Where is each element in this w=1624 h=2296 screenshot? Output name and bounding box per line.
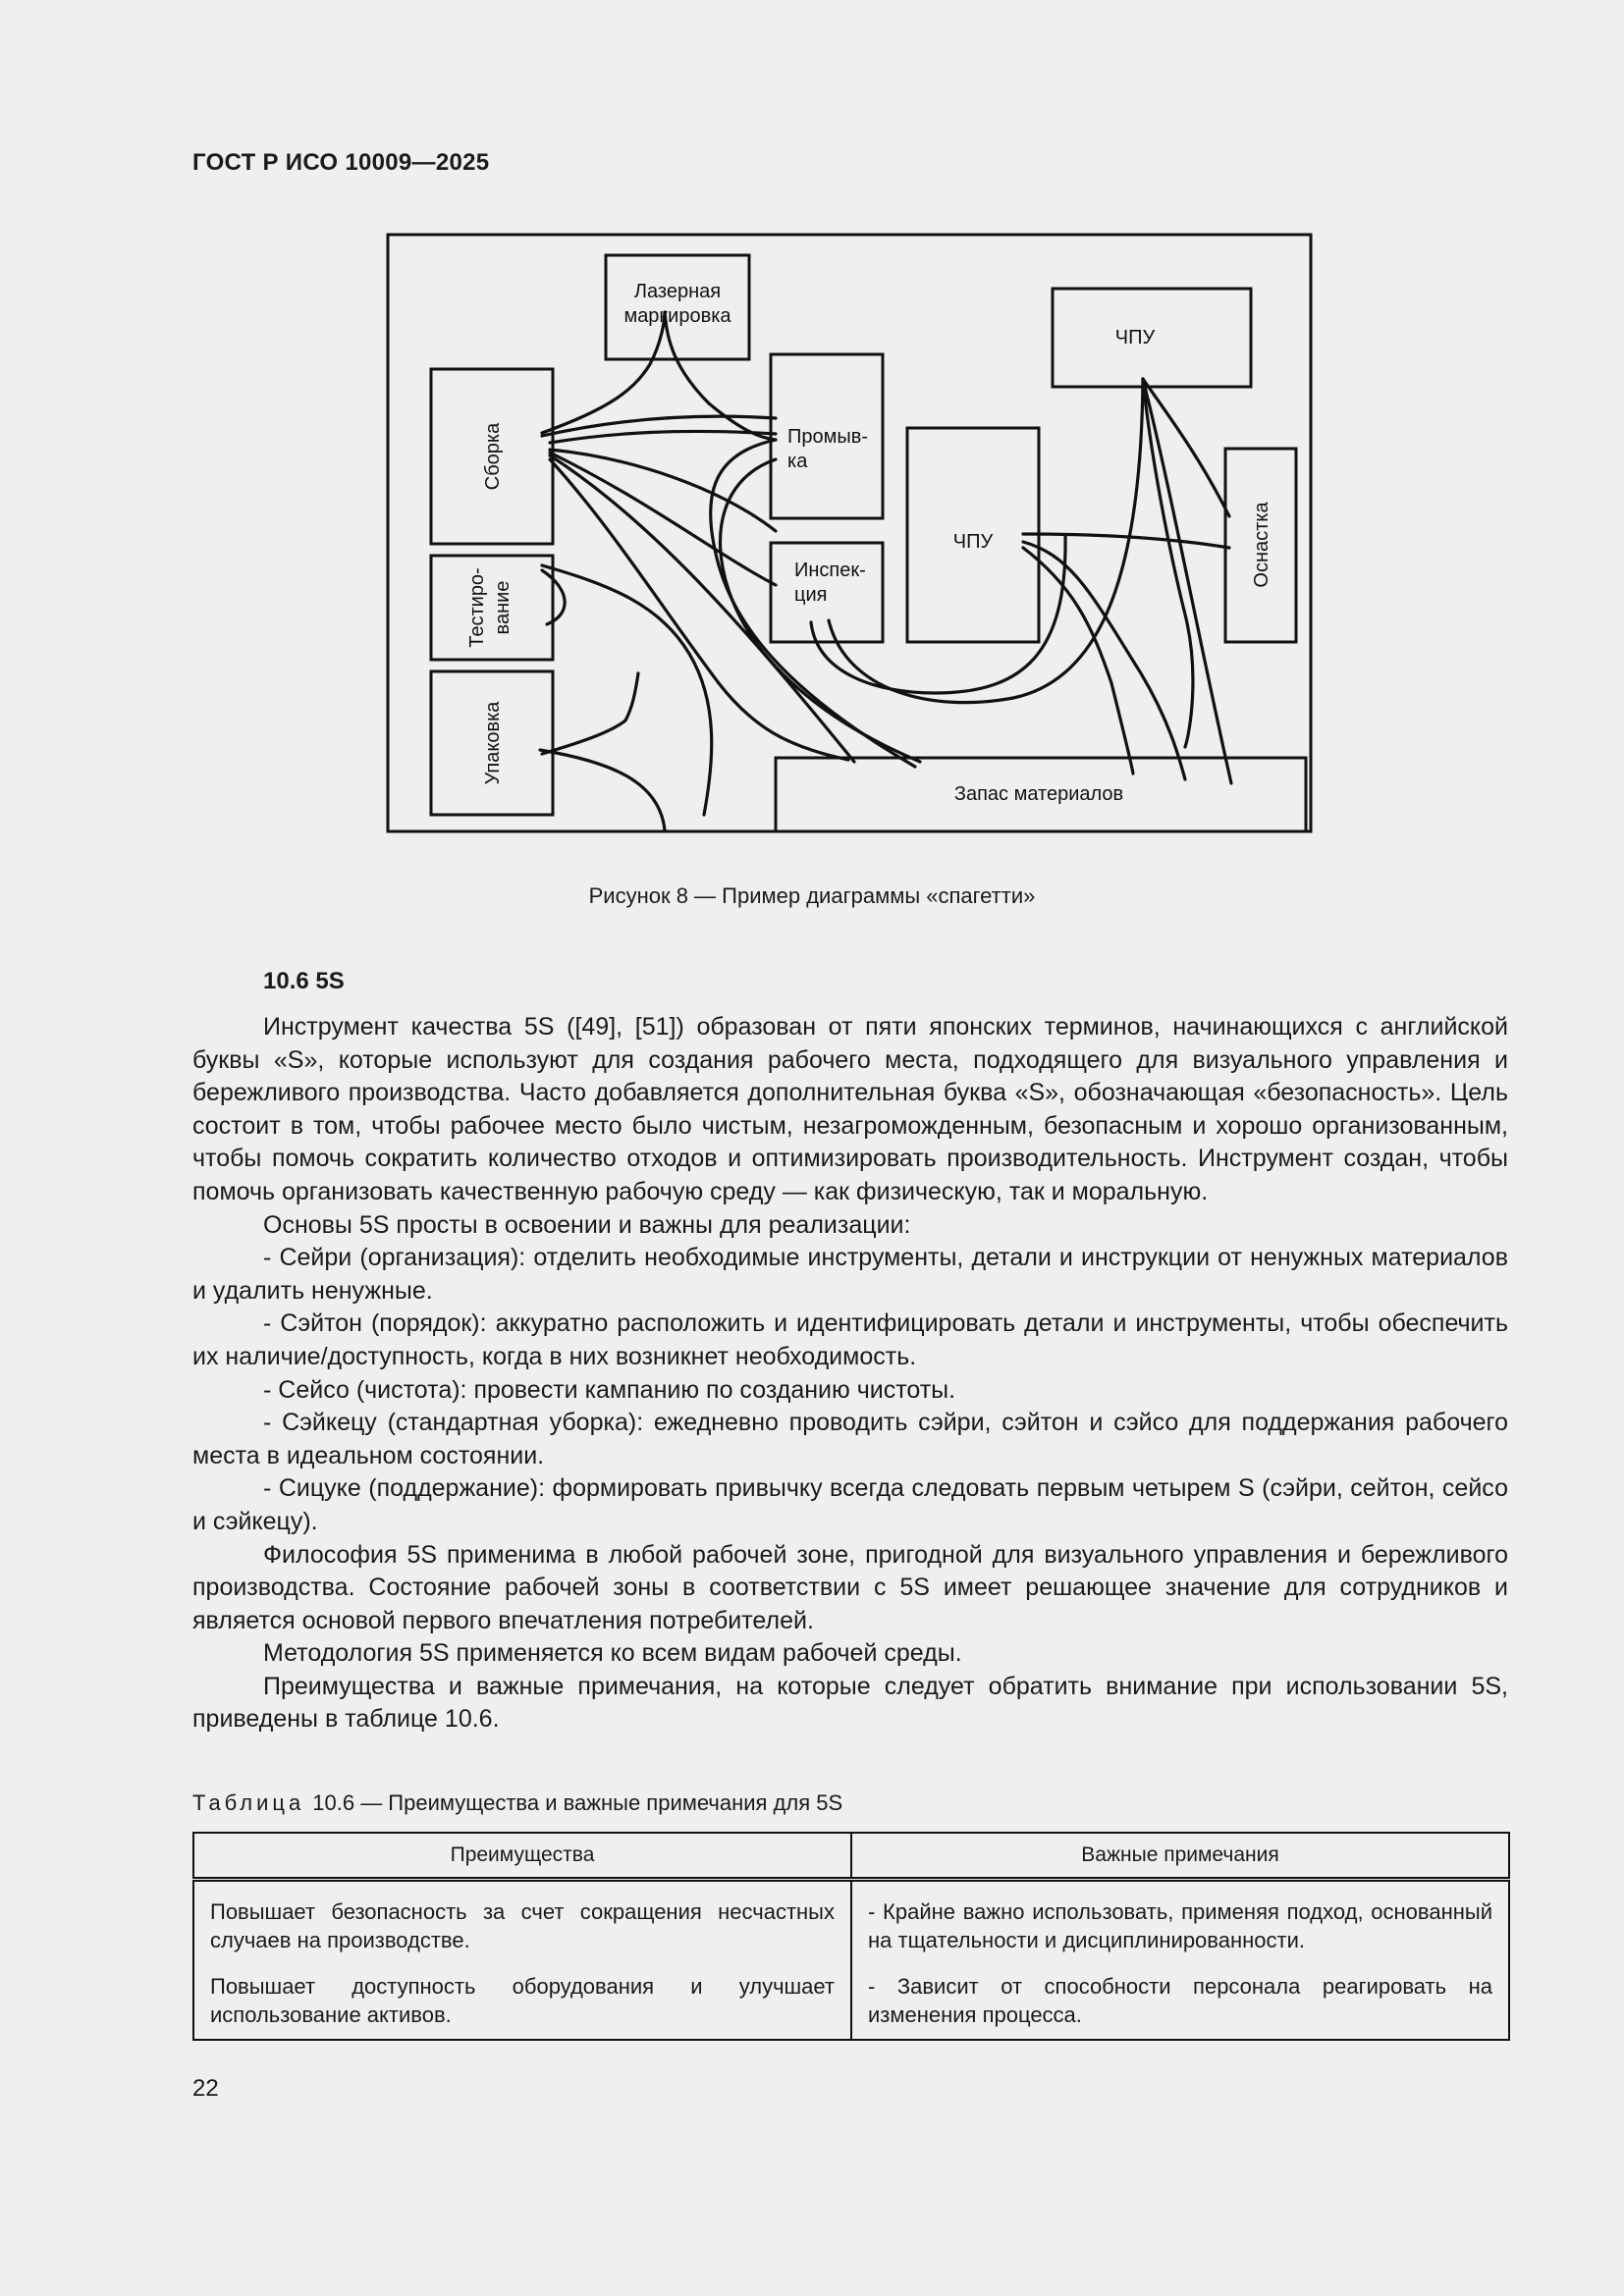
assembly-label: Сборка (482, 422, 504, 491)
movement-path (542, 673, 638, 754)
table-cell: Повышает безопасность за счет сокращения несчастных случаев на производстве. (193, 1880, 851, 1965)
page-number: 22 (192, 2075, 219, 2102)
paragraph: Философия 5S применима в любой рабочей зоне, пригодной для визуального управления и бережливого производства. Состояние рабочей зоны в соответствии с 5S имеет решающее значение для сотрудников и является основой первого впечатления потребителей. (192, 1540, 1508, 1634)
document-header: ГОСТ Р ИСО 10009—2025 (192, 149, 490, 176)
figure-caption: Рисунок 8 — Пример диаграммы «спагетти» (588, 883, 1036, 908)
table-title (192, 1790, 842, 1816)
paragraph: Основы 5S просты в освоении и важны для реализации: (263, 1210, 911, 1239)
washing-label-line1: Промыв- (787, 426, 869, 448)
inspection-label-line2: ция (794, 584, 828, 606)
movement-path (1143, 379, 1231, 783)
movement-path (1143, 379, 1229, 516)
movement-path (550, 431, 776, 443)
table-title-prefix: Таблица (192, 1790, 305, 1815)
list-item: - Сейри (организация): отделить необходимые инструменты, детали и инструкции от ненужных материалов и удалить ненужные. (192, 1244, 1508, 1305)
table-cell: - Зависит от способности персонала реагировать на изменения процесса. (851, 1964, 1509, 2040)
testing-label-line2: вание (492, 580, 514, 635)
column-header: Важные примечания (851, 1833, 1509, 1880)
washing-label-line2: ка (787, 451, 808, 472)
list-item: - Сэйтон (порядок): аккуратно расположить и идентифицировать детали и инструменты, чтобы обеспечить их наличие/доступность, когда в них возникнет необходимость. (192, 1309, 1508, 1370)
table-row (193, 1880, 1509, 1965)
paragraph: Преимущества и важные примечания, на которые следует обратить внимание при использовании 5S, приведены в таблице 10.6. (192, 1672, 1508, 1734)
table-row (193, 1964, 1509, 2040)
table-cell: - Крайне важно использовать, применяя подход, основанный на тщательности и дисциплинированности. (851, 1880, 1509, 1965)
list-item: - Сэйкецу (стандартная уборка): ежедневно проводить сэйри, сэйтон и сэйсо для поддержания рабочего места в идеальном состоянии. (192, 1409, 1508, 1469)
spaghetti-diagram-svg (385, 232, 1314, 834)
table-header-row (193, 1833, 1509, 1880)
table-cell: Повышает доступность оборудования и улучшает использование активов. (193, 1964, 851, 2040)
laser-label-line2: маркировка (623, 305, 731, 327)
materials-label: Запас материалов (953, 783, 1124, 805)
table-5s-notes (192, 1832, 1510, 2041)
movement-path (550, 450, 776, 531)
column-header: Преимущества (193, 1833, 851, 1880)
body-text (192, 1011, 1508, 1736)
cnc-mid-label: ЧПУ (952, 531, 994, 553)
laser-label-line1: Лазерная (633, 281, 722, 302)
testing-label-line1: Тестиро- (466, 567, 488, 648)
list-item: - Сейсо (чистота): провести кампанию по созданию чистоты. (263, 1375, 956, 1404)
spaghetti-diagram (385, 232, 1314, 834)
tooling-label: Оснастка (1251, 502, 1272, 588)
packing-label: Упаковка (482, 701, 504, 785)
table-title-text: 10.6 — Преимущества и важные примечания для 5S (312, 1790, 843, 1815)
movement-paths (540, 312, 1231, 830)
section-title: 10.6 5S (263, 968, 345, 994)
paragraph: Инструмент качества 5S ([49], [51]) образован от пяти японских терминов, начинающихся с английской буквы «S», которые используют для создания рабочего места, подходящего для визуального управления и бережливого производства. Часто добавляется дополнительная буква «S», обозначающая «безопасность». Цель состоит в том, чтобы рабочее место было чистым, незагроможденным, безопасным и хорошо организованным, чтобы помочь сократить количество отходов и оптимизировать производительность. Инструмент создан, чтобы помочь организовать качественную рабочую среду — как физическую, так и моральную. (192, 1013, 1508, 1205)
list-item: - Сицуке (поддержание): формировать привычку всегда следовать первым четырем S (сэйри, сейтон, сейсо и сэйкецу). (192, 1474, 1508, 1535)
cnc-top-label: ЧПУ (1114, 327, 1156, 348)
movement-path (540, 750, 665, 830)
paragraph: Методология 5S применяется ко всем видам рабочей среды. (263, 1639, 962, 1668)
inspection-label-line1: Инспек- (794, 560, 866, 581)
